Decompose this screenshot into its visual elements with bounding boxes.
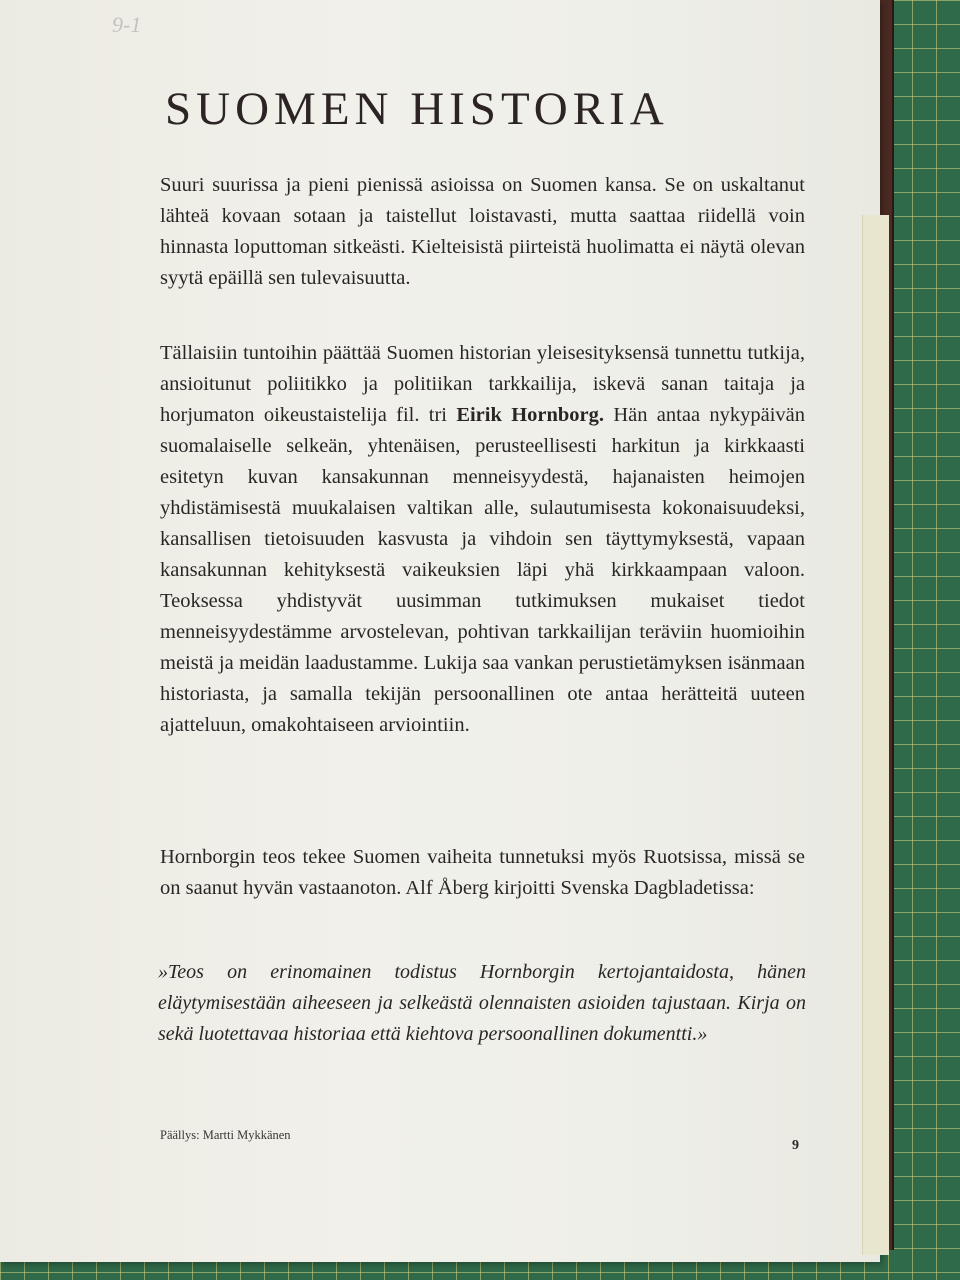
review-quote: »Teos on erinomainen todistus Hornborgin kertojantaidosta, hänen eläytymisestään aiheeseen ja selkeästä olennaisten asioiden tajustaan. Kirja on sekä luotettavaa historiaa että kiehtova persoonallinen dokumentti.»: [158, 961, 806, 1045]
cover-credit: Päällys: Martti Mykkänen: [160, 1128, 291, 1142]
pencil-mark: 9-1: [112, 12, 142, 37]
paragraph-description: [160, 338, 805, 741]
author-name: Eirik Hornborg.: [456, 404, 605, 426]
jacket-flap-edge: [862, 215, 889, 1255]
paragraph-reception: Hornborgin teos tekee Suomen vaiheita tunnetuksi myös Ruotsissa, missä se on saanut hyvän vastaanoton. Alf Åberg kirjoitti Svenska Dagbladetissa:: [160, 846, 805, 899]
page-number: 9: [792, 1138, 799, 1153]
paragraph-description-end: Hän antaa nykypäivän suomalaiselle selkeän, yhtenäisen, perusteellisesti harkitun ja kirkkaasti esitetyn kuvan kansakunnan menneisyydestä, hajanaisten heimojen yhdistämisestä muukalaisen valtikan alle, sulautumisesta kokonaisuudeksi, kansallisen tietoisuuden kasvusta ja vihdoin sen täyttymyksestä, vapaan kansakunnan kehityksestä vaikeuksien läpi yhä kirkkaampaan valoon. Teoksessa yhdistyvät uusimman tutkimuksen mukaiset tiedot menneisyydestämme arvostelevan, pohtivan tarkkailijan teräviin huomioihin meistä ja meidän laadustamme. Lukija saa vankan perustietämyksen isänmaan historiasta, ja samalla tekijän persoonallinen ote antaa herätteitä uuteen ajatteluun, omakohtaiseen arviointiin.: [160, 404, 805, 736]
paragraph-intro: Suuri suurissa ja pieni pienissä asioissa on Suomen kansa. Se on uskaltanut lähteä kovaan sotaan ja taistellut loistavasti, mutta saattaa riidellä voin hinnasta loputtoman sitkeästi. Kielteisistä piirteistä huolimatta ei näytä olevan syytä epäillä sen tulevaisuutta.: [160, 174, 805, 289]
book-title: SUOMEN HISTORIA: [165, 83, 669, 135]
paragraph-description-start: Tällaisiin tuntoihin päättää Suomen historian yleisesityksensä tunnettu tutkija, ansioitunut poliitikko ja politiikan tarkkailija, iskevä sanan taitaja ja horjumaton oikeustaistelija fil. tri: [160, 342, 805, 426]
